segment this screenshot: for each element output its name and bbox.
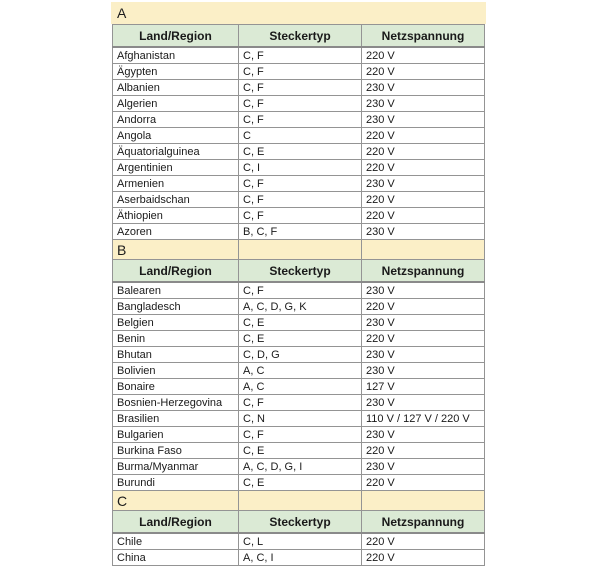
cell-country: Bolivien	[113, 363, 239, 379]
column-header: Netzspannung	[362, 511, 485, 534]
cell-plug-type: C, F	[239, 64, 362, 80]
cell-country: Bangladesch	[113, 299, 239, 315]
table-row	[113, 395, 485, 411]
cell-voltage: 220 V	[362, 192, 485, 208]
cell-country: Armenien	[113, 176, 239, 192]
cell-voltage: 230 V	[362, 315, 485, 331]
cell-voltage: 220 V	[362, 128, 485, 144]
cell-plug-type: A, C, D, G, K	[239, 299, 362, 315]
cell-plug-type: C, F	[239, 192, 362, 208]
cell-voltage: 230 V	[362, 80, 485, 96]
cell-voltage: 220 V	[362, 550, 485, 566]
cell-plug-type: C, E	[239, 144, 362, 160]
section-row-c	[113, 491, 485, 511]
table-row	[113, 299, 485, 315]
cell-voltage: 127 V	[362, 379, 485, 395]
table-row	[113, 224, 485, 240]
table-row	[113, 128, 485, 144]
table-row	[113, 80, 485, 96]
cell-voltage: 230 V	[362, 282, 485, 299]
cell-voltage: 230 V	[362, 112, 485, 128]
column-header: Steckertyp	[239, 25, 362, 48]
cell-voltage: 220 V	[362, 533, 485, 550]
table-row	[113, 379, 485, 395]
cell-plug-type: A, C, D, G, I	[239, 459, 362, 475]
table-row	[113, 160, 485, 176]
cell-voltage: 110 V / 127 V / 220 V	[362, 411, 485, 427]
cell-country: Aserbaidschan	[113, 192, 239, 208]
cell-plug-type: B, C, F	[239, 224, 362, 240]
table-row	[113, 459, 485, 475]
table-row	[113, 176, 485, 192]
table-row	[113, 208, 485, 224]
plug-voltage-table	[112, 24, 485, 566]
cell-voltage: 230 V	[362, 347, 485, 363]
cell-voltage: 220 V	[362, 47, 485, 64]
section-letter: B	[113, 240, 239, 260]
table-row	[113, 96, 485, 112]
cell-country: Burkina Faso	[113, 443, 239, 459]
table-row	[113, 315, 485, 331]
cell-country: Brasilien	[113, 411, 239, 427]
cell-voltage: 220 V	[362, 64, 485, 80]
table-row	[113, 331, 485, 347]
column-header-row	[113, 260, 485, 283]
cell-voltage: 230 V	[362, 224, 485, 240]
section-empty-cell	[362, 240, 485, 260]
column-header: Land/Region	[113, 511, 239, 534]
cell-country: Balearen	[113, 282, 239, 299]
cell-country: Chile	[113, 533, 239, 550]
section-caption-a: A	[111, 2, 486, 24]
column-header-row	[113, 25, 485, 48]
cell-country: Burundi	[113, 475, 239, 491]
cell-plug-type: C, N	[239, 411, 362, 427]
cell-plug-type: A, C	[239, 363, 362, 379]
cell-voltage: 220 V	[362, 443, 485, 459]
column-header-row	[113, 511, 485, 534]
table-row	[113, 363, 485, 379]
cell-country: Argentinien	[113, 160, 239, 176]
cell-voltage: 220 V	[362, 144, 485, 160]
table-row	[113, 475, 485, 491]
section-letter: C	[113, 491, 239, 511]
cell-plug-type: C, L	[239, 533, 362, 550]
cell-country: Ägypten	[113, 64, 239, 80]
cell-country: Angola	[113, 128, 239, 144]
table-row	[113, 192, 485, 208]
cell-voltage: 220 V	[362, 208, 485, 224]
column-header: Land/Region	[113, 25, 239, 48]
cell-plug-type: C, D, G	[239, 347, 362, 363]
table-row	[113, 64, 485, 80]
cell-plug-type: C, F	[239, 282, 362, 299]
cell-country: Azoren	[113, 224, 239, 240]
cell-plug-type: C, F	[239, 47, 362, 64]
cell-voltage: 220 V	[362, 160, 485, 176]
table-row	[113, 443, 485, 459]
table-row	[113, 411, 485, 427]
table-row	[113, 347, 485, 363]
cell-country: Bonaire	[113, 379, 239, 395]
cell-country: Andorra	[113, 112, 239, 128]
cell-plug-type: C	[239, 128, 362, 144]
section-empty-cell	[362, 491, 485, 511]
column-header: Netzspannung	[362, 25, 485, 48]
cell-country: Afghanistan	[113, 47, 239, 64]
cell-country: Bhutan	[113, 347, 239, 363]
cell-plug-type: C, F	[239, 427, 362, 443]
cell-voltage: 230 V	[362, 427, 485, 443]
cell-voltage: 230 V	[362, 96, 485, 112]
cell-voltage: 230 V	[362, 176, 485, 192]
cell-country: Algerien	[113, 96, 239, 112]
cell-voltage: 230 V	[362, 459, 485, 475]
cell-country: Belgien	[113, 315, 239, 331]
table-row	[113, 47, 485, 64]
cell-voltage: 220 V	[362, 299, 485, 315]
column-header: Netzspannung	[362, 260, 485, 283]
plug-voltage-table-container	[112, 2, 484, 566]
cell-plug-type: C, E	[239, 315, 362, 331]
cell-country: Bulgarien	[113, 427, 239, 443]
column-header: Steckertyp	[239, 260, 362, 283]
cell-plug-type: C, F	[239, 96, 362, 112]
cell-plug-type: C, F	[239, 176, 362, 192]
cell-plug-type: A, C, I	[239, 550, 362, 566]
cell-country: Äthiopien	[113, 208, 239, 224]
cell-country: Albanien	[113, 80, 239, 96]
section-row-b	[113, 240, 485, 260]
cell-plug-type: C, E	[239, 443, 362, 459]
table-row	[113, 427, 485, 443]
cell-country: Burma/Myanmar	[113, 459, 239, 475]
cell-country: Bosnien-Herzegovina	[113, 395, 239, 411]
cell-plug-type: C, F	[239, 208, 362, 224]
table-row	[113, 550, 485, 566]
table-body	[113, 25, 485, 566]
cell-plug-type: C, I	[239, 160, 362, 176]
table-row	[113, 144, 485, 160]
cell-country: Äquatorialguinea	[113, 144, 239, 160]
cell-plug-type: C, F	[239, 80, 362, 96]
table-row	[113, 533, 485, 550]
table-row	[113, 112, 485, 128]
column-header: Land/Region	[113, 260, 239, 283]
cell-voltage: 230 V	[362, 363, 485, 379]
cell-voltage: 220 V	[362, 475, 485, 491]
column-header: Steckertyp	[239, 511, 362, 534]
cell-voltage: 230 V	[362, 395, 485, 411]
cell-plug-type: C, F	[239, 395, 362, 411]
cell-plug-type: C, E	[239, 475, 362, 491]
cell-plug-type: C, F	[239, 112, 362, 128]
table-row	[113, 282, 485, 299]
cell-country: Benin	[113, 331, 239, 347]
section-empty-cell	[239, 240, 362, 260]
cell-plug-type: A, C	[239, 379, 362, 395]
cell-voltage: 220 V	[362, 331, 485, 347]
section-empty-cell	[239, 491, 362, 511]
cell-plug-type: C, E	[239, 331, 362, 347]
cell-country: China	[113, 550, 239, 566]
